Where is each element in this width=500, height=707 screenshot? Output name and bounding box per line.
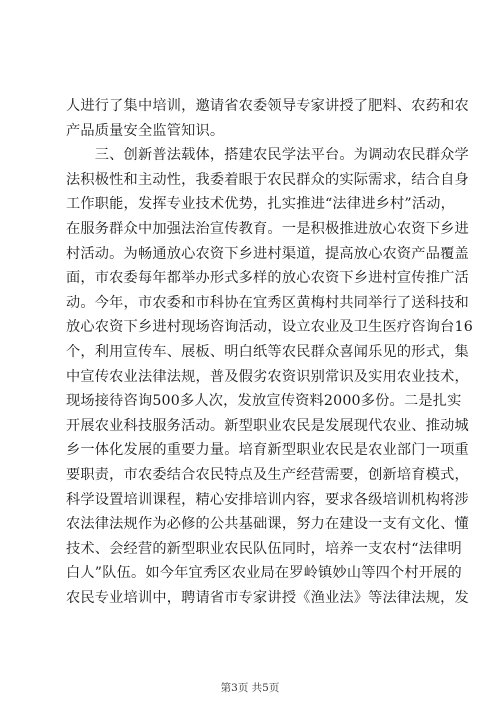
text-line: 开展农业科技服务活动。新型职业农民是发展现代农业、推动城 <box>66 417 469 434</box>
text-line: 农民专业培训中，聘请省市专家讲授《渔业法》等法律法规，发 <box>66 589 469 606</box>
text-line: 人进行了集中培训，邀请省农委领导专家讲授了肥料、农药和农 <box>66 98 469 114</box>
text-line: 法积极性和主动性，我委着眼于农民群众的实际需求，结合自身 <box>66 171 469 188</box>
text-line: 村活动。为畅通放心农资下乡进村渠道，提高放心农资产品覆盖 <box>66 245 469 262</box>
text-line: 农法律法规作为必修的公共基础课，努力在建设一支有文化、懂 <box>66 516 469 533</box>
text-line: 现场接待咨询500多人次，发放宣传资料2000多份。二是扎实 <box>66 393 462 410</box>
text-line: 三、创新普法载体，搭建农民学法平台。为调动农民群众学 <box>66 147 469 164</box>
page-number-footer: 第3页 共5页 <box>220 682 280 694</box>
text-line: 乡一体化发展的重要力量。培育新型职业农民是农业部门一项重 <box>66 442 469 459</box>
text-line: 动。今年，市农委和市科协在宜秀区黄梅村共同举行了送科技和 <box>66 294 469 311</box>
text-line: 个，利用宣传车、展板、明白纸等农民群众喜闻乐见的形式，集 <box>66 343 469 360</box>
text-line: 在服务群众中加强法治宣传教育。一是积极推进放心农资下乡进 <box>66 220 469 237</box>
text-line: 工作职能，发挥专业技术优势，扎实推进“法律进乡村”活动， <box>66 196 455 213</box>
text-line: 科学设置培训课程，精心安排培训内容，要求各级培训机构将涉 <box>66 491 469 508</box>
document-body <box>66 94 473 610</box>
text-line: 要职责，市农委结合农民特点及生产经营需要，创新培育模式， <box>66 466 469 483</box>
text-line: 面，市农委每年都举办形式多样的放心农资下乡进村宣传推广活 <box>66 270 469 287</box>
text-line: 白人”队伍。如今年宜秀区农业局在罗岭镇妙山等四个村开展的 <box>66 565 462 582</box>
text-line: 中宣传农业法律法规，普及假劣农资识别常识及实用农业技术， <box>66 368 469 385</box>
text-line: 产品质量安全监管知识。 <box>66 122 225 139</box>
text-line: 放心农资下乡进村现场咨询活动，设立农业及卫生医疗咨询台16 <box>66 319 473 336</box>
text-line: 技术、会经营的新型职业农民队伍同时，培养一支农村“法律明 <box>66 540 462 557</box>
